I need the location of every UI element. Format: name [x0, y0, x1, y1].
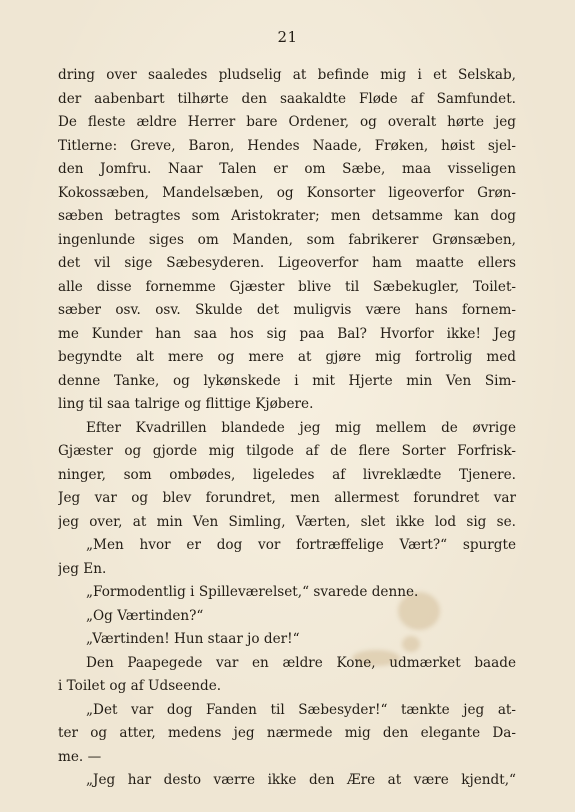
text-line: dring over saaledes pludselig at befinde mig i et Selskab, [58, 67, 516, 83]
text-line: sæber osv. osv. Skulde det muligvis være hans fornem- [58, 302, 516, 318]
text-line: „Jeg har desto værre ikke den Ære at være kjendt,“ [86, 772, 516, 788]
text-line: Jeg var og blev forundret, men allermest forundret var [58, 490, 516, 506]
body-text [58, 64, 516, 793]
text-line: det vil sige Sæbesyderen. Ligeoverfor ham maatte ellers [58, 255, 516, 271]
text-line: denne Tanke, og lykønskede i mit Hjerte min Ven Sim- [58, 372, 516, 389]
text-line: „Formodentlig i Spilleværelset,“ svarede denne. [86, 584, 419, 600]
text-line: den Jomfru. Naar Talen er om Sæbe, maa visseligen [58, 161, 516, 177]
text-line: De fleste ældre Herrer bare Ordener, og overalt hørte jeg [58, 114, 516, 130]
text-line: alle disse fornemme Gjæster blive til Sæbekugler, Toilet- [58, 278, 516, 295]
text-line: ingenlunde siges om Manden, som fabrikerer Grønsæben, [58, 231, 516, 248]
text-line: me. — [58, 748, 102, 765]
text-line: Kokossæben, Mandelsæben, og Konsorter ligeoverfor Grøn- [58, 184, 516, 201]
text-line: Efter Kvadrillen blandede jeg mig mellem de øvrige [86, 419, 516, 436]
text-line: i Toilet og af Udseende. [58, 678, 222, 694]
text-line: der aabenbart tilhørte den saakaldte Fløde af Samfundet. [58, 90, 516, 107]
text-line: ninger, som ombødes, ligeledes af livreklædte Tjenere. [58, 466, 516, 483]
text-line: sæben betragtes som Aristokrater; men detsamme kan dog [58, 208, 516, 224]
text-line: „Værtinden! Hun staar jo der!“ [86, 631, 300, 647]
text-line: „Og Værtinden?“ [86, 607, 204, 624]
text-line: „Men hvor er dog vor fortræffelige Vært?“ spurgte [86, 537, 516, 553]
page-number: 21 [277, 28, 298, 46]
text-line: ling til saa talrige og flittige Kjøbere. [58, 396, 314, 412]
text-line: me Kunder han saa hos sig paa Bal? Hvorfor ikke! Jeg [58, 325, 516, 342]
text-line: ter og atter, medens jeg nærmede mig den elegante Da- [58, 725, 516, 741]
text-line: Titlerne: Greve, Baron, Hendes Naade, Frøken, høist sjel- [58, 137, 516, 154]
text-line: Gjæster og gjorde mig tilgode af de flere Sorter Forfrisk- [58, 443, 516, 459]
text-line: Den Paapegede var en ældre Kone, udmærket baade [86, 654, 516, 671]
text-line: jeg over, at min Ven Simling, Værten, slet ikke lod sig se. [58, 513, 516, 530]
text-line: jeg En. [58, 560, 107, 577]
text-line: begyndte alt mere og mere at gjøre mig fortrolig med [58, 349, 516, 365]
text-line: „Det var dog Fanden til Sæbesyder!“ tænkte jeg at- [86, 701, 516, 718]
